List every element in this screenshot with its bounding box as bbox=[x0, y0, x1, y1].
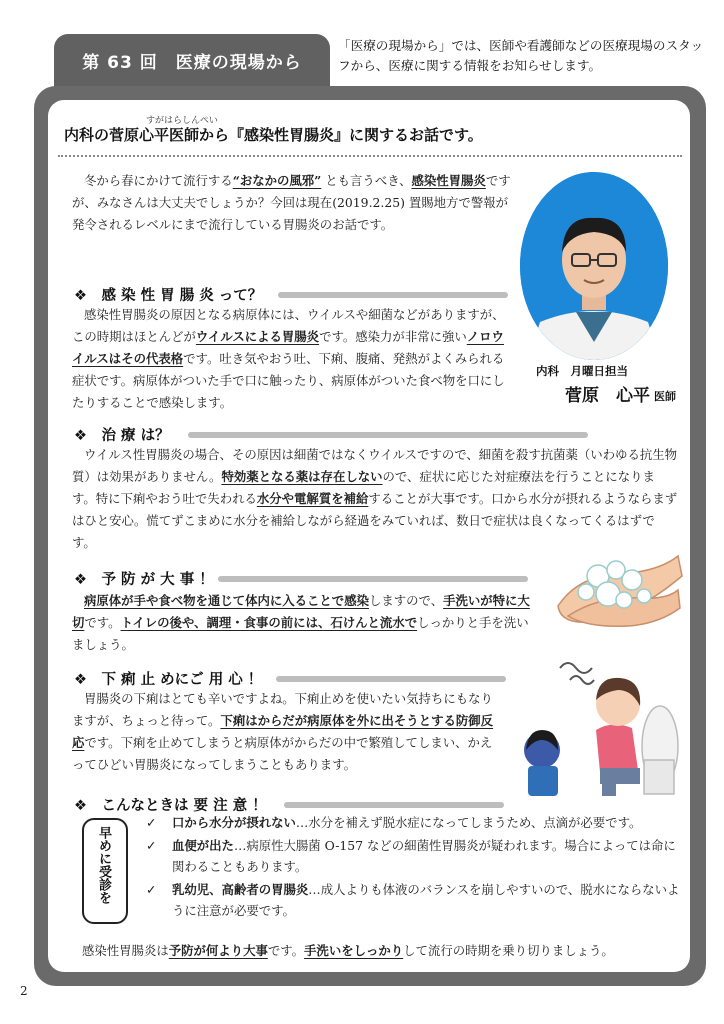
check-icon: ✓ bbox=[146, 838, 157, 853]
check-icon: ✓ bbox=[146, 882, 157, 897]
closing-sentence: 感染性胃腸炎は予防が何より大事です。手洗いをしっかりして流行の時期を乗り切りましょう。 bbox=[82, 943, 614, 958]
checklist-item: ✓ 乳幼児、高齢者の胃腸炎…成人よりも体液のバランスを崩しやすいので、脱水にならないように注意が必要です。 bbox=[146, 879, 686, 921]
page-number: 2 bbox=[20, 984, 28, 998]
lead-paragraph: 冬から春にかけて流行する“おなかの風邪” とも言うべき、感染性胃腸炎ですが、みなさんは大丈夫でしょうか？今回は現在(2019.2.25) 置賜地方で警報が発令されるレベルにまで流行している胃腸炎のお話です。 bbox=[72, 173, 511, 232]
dotted-divider bbox=[58, 155, 682, 157]
name-ruby: すがはらしんぺい bbox=[146, 116, 218, 126]
lead-underline: 感染性胃腸炎 bbox=[411, 173, 486, 188]
doctor-portrait-icon bbox=[520, 172, 668, 360]
section-title-infection: ❖ 感 染 性 胃 腸 炎 って？ bbox=[74, 288, 263, 304]
callout-see-doctor-early: 早めに受診を bbox=[96, 826, 111, 904]
section-bar bbox=[278, 292, 508, 298]
doctor-title: 医師 bbox=[654, 390, 676, 403]
section-bar bbox=[284, 802, 504, 808]
section-prevention-body: 病原体が手や食べ物を通じて体内に入ることで感染しますので、手洗いが特に大切です。トイレの後や、調理・食事の前には、石けんと流水でしっかりと手を洗いましょう。 bbox=[72, 593, 530, 652]
section-title-prevention: ❖ 予 防 が 大 事 ！ bbox=[74, 572, 214, 588]
checklist-item: ✓ 口から水分が摂れない…水分を補えず脱水症になってしまうため、点滴が必要です。 bbox=[146, 812, 686, 833]
section-bar bbox=[276, 676, 506, 682]
section-antidiarrheal-body: 胃腸炎の下痢はとても辛いですよね。下痢止めを使いたい気持ちにもなりますが、ちょっと待って。下痢はからだが病原体を外に出そうとする防御反応です。下痢を止めてしまうと病原体がからだの中で繁殖してしまい、かえってひどい胃腸炎になってしまうこともあります。 bbox=[72, 691, 494, 772]
section-bar bbox=[218, 576, 528, 582]
lead-quote: “おなかの風邪” bbox=[232, 173, 322, 188]
section-treatment-body: ウイルス性胃腸炎の場合、その原因は細菌ではなくウイルスですので、細菌を殺す抗菌薬（いわゆる抗生物質）は効果がありません。特効薬となる薬は存在しないので、症状に応じた対症療法を行うことになります。特に下痢やおう吐で失われる水分や電解質を補給することが大事です。口から水分が摂れるようならまずはひと安心。慌てずこまめに水分を補給しながら経過をみていれば、数日で症状は良くなってくるはずです。 bbox=[72, 447, 678, 550]
section-title-caution: ❖ こんなときは 要 注 意 ！ bbox=[74, 798, 267, 814]
handwashing-icon bbox=[548, 546, 684, 632]
section-title-treatment: ❖ 治 療 は？ bbox=[74, 428, 170, 444]
section-infection-body: 感染性胃腸炎の原因となる病原体には、ウイルスや細菌などがありますが、この時期はほとんどがウイルスによる胃腸炎です。感染力が非常に強いノロウイルスはその代表格です。吐き気やおう吐、下痢、腹痛、発熱がよくみられる症状です。病原体がついた手で口に触ったり、病原体がついた食べ物を口にしたりすることで感染します。 bbox=[72, 307, 505, 410]
doctor-role: 内科 月曜日担当 bbox=[536, 364, 628, 378]
stomachache-illustration-icon bbox=[520, 650, 684, 800]
doctor-photo bbox=[520, 172, 668, 360]
doctor-name: 菅原 心平 bbox=[565, 386, 650, 406]
caution-checklist bbox=[146, 812, 686, 921]
headline: 内科の菅原心平医師から『感染性胃腸炎』に関するお話です。 bbox=[64, 126, 483, 144]
issue-tab: 第 63 回 医療の現場から bbox=[54, 34, 330, 92]
intro-text: 「医療の現場から」では、医師や看護師などの医療現場のスタッフから、医療に関する情報をお知らせします。 bbox=[338, 38, 704, 73]
checklist-item: ✓ 血便が出た…病原性大腸菌 O-157 などの細菌性胃腸炎が疑われます。場合によっては命に関わることもあります。 bbox=[146, 835, 686, 877]
section-bar bbox=[188, 432, 588, 438]
check-icon: ✓ bbox=[146, 815, 157, 830]
section-title-antidiarrheal: ❖ 下 痢 止 めにご 用 心 ！ bbox=[74, 672, 263, 688]
